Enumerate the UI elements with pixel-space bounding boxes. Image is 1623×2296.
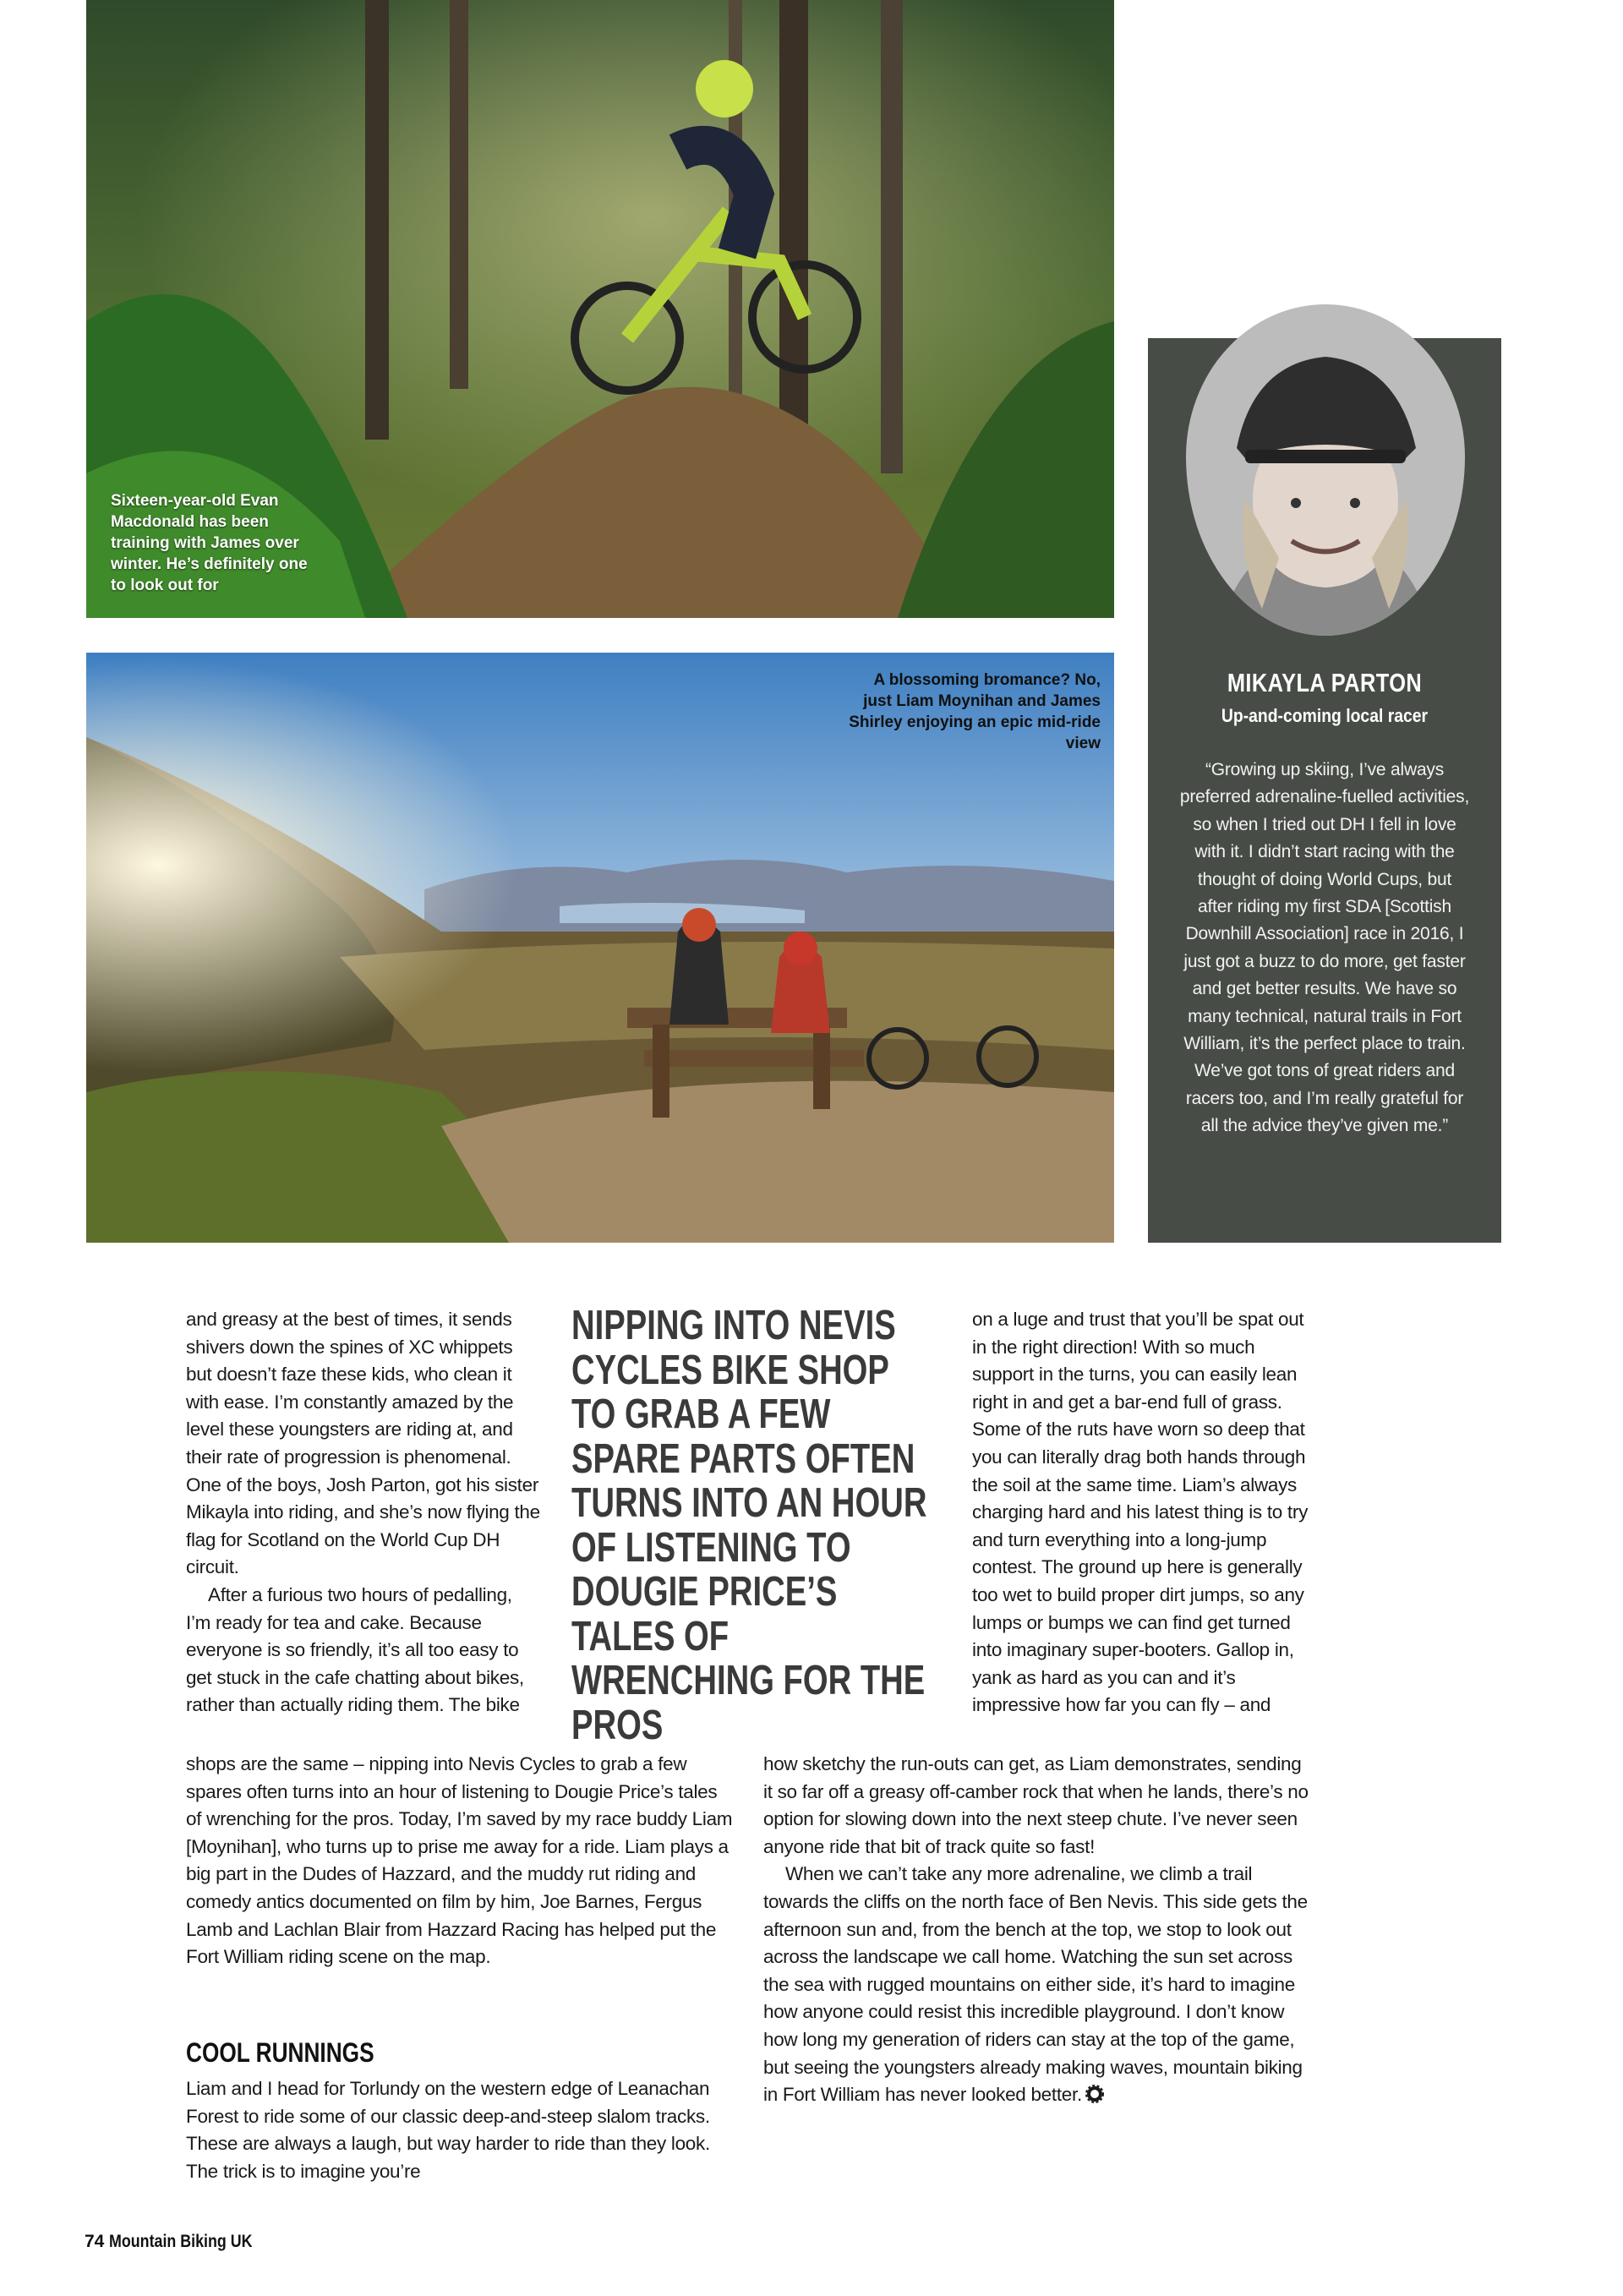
- article-column-left-bottom-2: [186, 2075, 735, 2185]
- article-paragraph-text: When we can’t take any more adrenaline, we climb a trail towards the cliffs on the north face of Ben Nevis. This side gets the afternoon sun and, from the bench at the top, we stop to look out across the landscape we call home. Watching the sun set across the sea with rugged mountains on either side, it’s hard to imagine how anyone could resist this incredible playground. I don’t know how long my generation of riders can stay at the top of the game, but seeing the youngsters already making waves, mountain biking in Fort William has never looked better.: [763, 1863, 1308, 2106]
- profile-name: MIKAYLA PARTON: [1227, 668, 1423, 697]
- page-footer: [85, 2232, 278, 2252]
- end-mark-icon: [1085, 2085, 1104, 2103]
- article-paragraph: how sketchy the run-outs can get, as Liam demonstrates, sending it so far off a greasy off-camber rock that when he lands, there’s no option for slowing down into the next steep chute. I’ve never seen anyone ride that bit of track quite so fast!: [763, 1753, 1309, 1857]
- publication-name: Mountain Biking UK: [109, 2232, 253, 2251]
- profile-quote: “Growing up skiing, I’ve always preferred adrenaline-fuelled activities, so when I tried out DH I fell in love with it. I didn’t start racing with the thought of doing World Cups, but after riding my first SDA [Scottish Downhill Association] race in 2016, I just got a buzz to do more, get faster and get better results. We have so many technical, natural trails in Fort William, it’s the perfect place to train. We’ve got tons of great riders and racers too, and I’m really grateful for all the advice they’ve given me.”: [1179, 760, 1470, 1136]
- article-paragraph: shops are the same – nipping into Nevis Cycles to grab a few spares often turns into an hour of listening to Dougie Price’s tales of wrenching for the pros. Today, I’m saved by my race buddy Liam [Moynihan], who turns up to prise me away for a ride. Liam plays a big part in the Dudes of Hazzard, and the muddy rut riding and comedy antics documented on film by him, Joe Barnes, Fergus Lamb and Lachlan Blair from Hazzard Racing has helped put the Fort William riding scene on the map.: [186, 1753, 733, 1968]
- article-column-right-bottom: [763, 1751, 1313, 2109]
- profile-role: Up-and-coming local racer: [1221, 705, 1429, 726]
- article-column-left-bottom: [186, 1751, 735, 1971]
- pull-quote: NIPPING INTO NEVIS CYCLES BIKE SHOP TO GRAB A FEW SPARE PARTS OFTEN TURNS INTO AN HOUR OF LISTENING TO DOUGIE PRICE’S TALES OF WRENCHING FOR THE PROS: [571, 1303, 927, 1748]
- bench-photo-caption: A blossoming bromance? No, just Liam Moynihan and James Shirley enjoying an epic mid-ride view: [849, 671, 1101, 752]
- article-paragraph: After a furious two hours of pedalling, I’m ready for tea and cake. Because everyone is so friendly, it’s all too easy to get stuck in the cafe chatting about bikes, rather than actually riding them. The bike: [186, 1583, 524, 1716]
- section-heading: COOL RUNNINGS: [186, 2037, 374, 2068]
- article-column-right-top: [972, 1306, 1310, 1719]
- article-column-left-top: [186, 1306, 541, 1719]
- article-paragraph: on a luge and trust that you’ll be spat out in the right direction! With so much support in the turns, you can easily lean right in and get a bar-end full of grass. Some of the ruts have worn so deep that you can literally drag both hands through the soil at the same time. Liam’s always charging hard and his latest thing is to try and turn everything into a long-jump contest. The ground up here is generally too wet to build proper dirt jumps, so any lumps or bumps we can find get turned into imaginary super-booters. Gallop in, yank as hard as you can and it’s impressive how far you can fly – and: [972, 1309, 1309, 1716]
- profile-portrait: [1186, 304, 1465, 636]
- profile-sidebar: [1148, 338, 1501, 1243]
- article-paragraph: [763, 1861, 1313, 2108]
- article-paragraph: and greasy at the best of times, it sends shivers down the spines of XC whippets but doesn’t faze these kids, who clean it with ease. I’m constantly amazed by the level these youngsters are riding at, and their rate of progression is phenomenal. One of the boys, Josh Parton, got his sister Mikayla into riding, and she’s now flying the flag for Scotland on the World Cup DH circuit.: [186, 1309, 540, 1578]
- rider-photo-caption: Sixteen-year-old Evan Macdonald has been training with James over winter. He’s definitely one to look out for: [111, 492, 308, 594]
- page-number: 74: [85, 2232, 105, 2251]
- article-paragraph: Liam and I head for Torlundy on the western edge of Leanachan Forest to ride some of our classic deep-and-steep slalom tracks. These are always a laugh, but way harder to ride than they look. The trick is to imagine you’re: [186, 2078, 710, 2182]
